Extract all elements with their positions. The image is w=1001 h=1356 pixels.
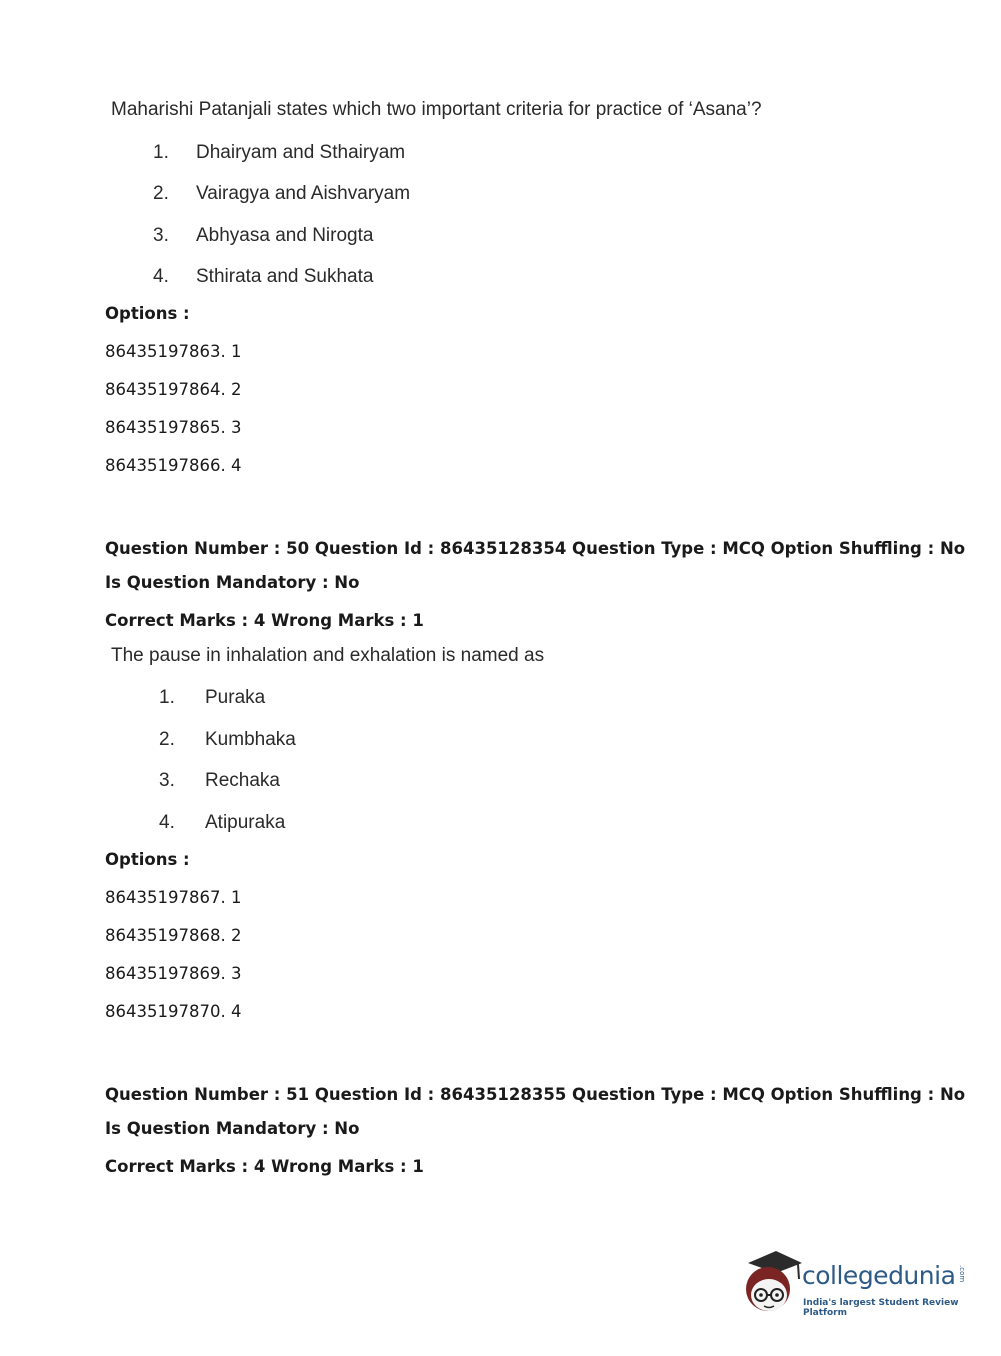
choice-text: Puraka [205, 687, 266, 708]
question-50-marks: Correct Marks : 4 Wrong Marks : 1 [105, 611, 424, 630]
choice-number: 4. [159, 812, 175, 833]
choice-text: Vairagya and Aishvaryam [196, 183, 411, 204]
choice-number: 2. [153, 183, 169, 204]
choice-number: 3. [159, 770, 175, 791]
question-49-text: Maharishi Patanjali states which two important criteria for practice of ‘Asana’? [111, 99, 762, 120]
choice-number: 4. [153, 266, 169, 287]
option-line: 86435197870. 4 [105, 1002, 242, 1021]
question-51-mandatory: Is Question Mandatory : No [105, 1119, 360, 1138]
question-50-text: The pause in inhalation and exhalation is named as [111, 645, 545, 666]
question-51-meta: Question Number : 51 Question Id : 86435128355 Question Type : MCQ Option Shuffling : No [105, 1085, 966, 1104]
option-line: 86435197868. 2 [105, 926, 242, 945]
choice-text: Rechaka [205, 770, 280, 791]
choice-text: Sthirata and Sukhata [196, 266, 374, 287]
option-line: 86435197863. 1 [105, 342, 242, 361]
choice-text: Dhairyam and Sthairyam [196, 142, 406, 163]
option-line: 86435197869. 3 [105, 964, 242, 983]
option-line: 86435197865. 3 [105, 418, 242, 437]
choice-number: 1. [153, 142, 169, 163]
question-51-marks: Correct Marks : 4 Wrong Marks : 1 [105, 1157, 424, 1176]
choice-number: 2. [159, 729, 175, 750]
choice-number: 3. [153, 225, 169, 246]
logo-wordmark: collegedunia [802, 1261, 956, 1290]
logo-tagline: India's largest Student Review Platform [803, 1298, 959, 1318]
choice-text: Atipuraka [205, 812, 286, 833]
choice-text: Kumbhaka [205, 729, 296, 750]
option-line: 86435197866. 4 [105, 456, 242, 475]
options-heading: Options : [105, 850, 190, 869]
question-50-meta: Question Number : 50 Question Id : 86435128354 Question Type : MCQ Option Shuffling : No [105, 539, 966, 558]
question-50-mandatory: Is Question Mandatory : No [105, 573, 360, 592]
collegedunia-logo [742, 1249, 972, 1319]
option-line: 86435197867. 1 [105, 888, 242, 907]
options-heading: Options : [105, 304, 190, 323]
logo-domain: .com [958, 1265, 966, 1283]
choice-number: 1. [159, 687, 175, 708]
choice-text: Abhyasa and Nirogta [196, 225, 374, 246]
mascot-icon [742, 1249, 804, 1319]
option-line: 86435197864. 2 [105, 380, 242, 399]
